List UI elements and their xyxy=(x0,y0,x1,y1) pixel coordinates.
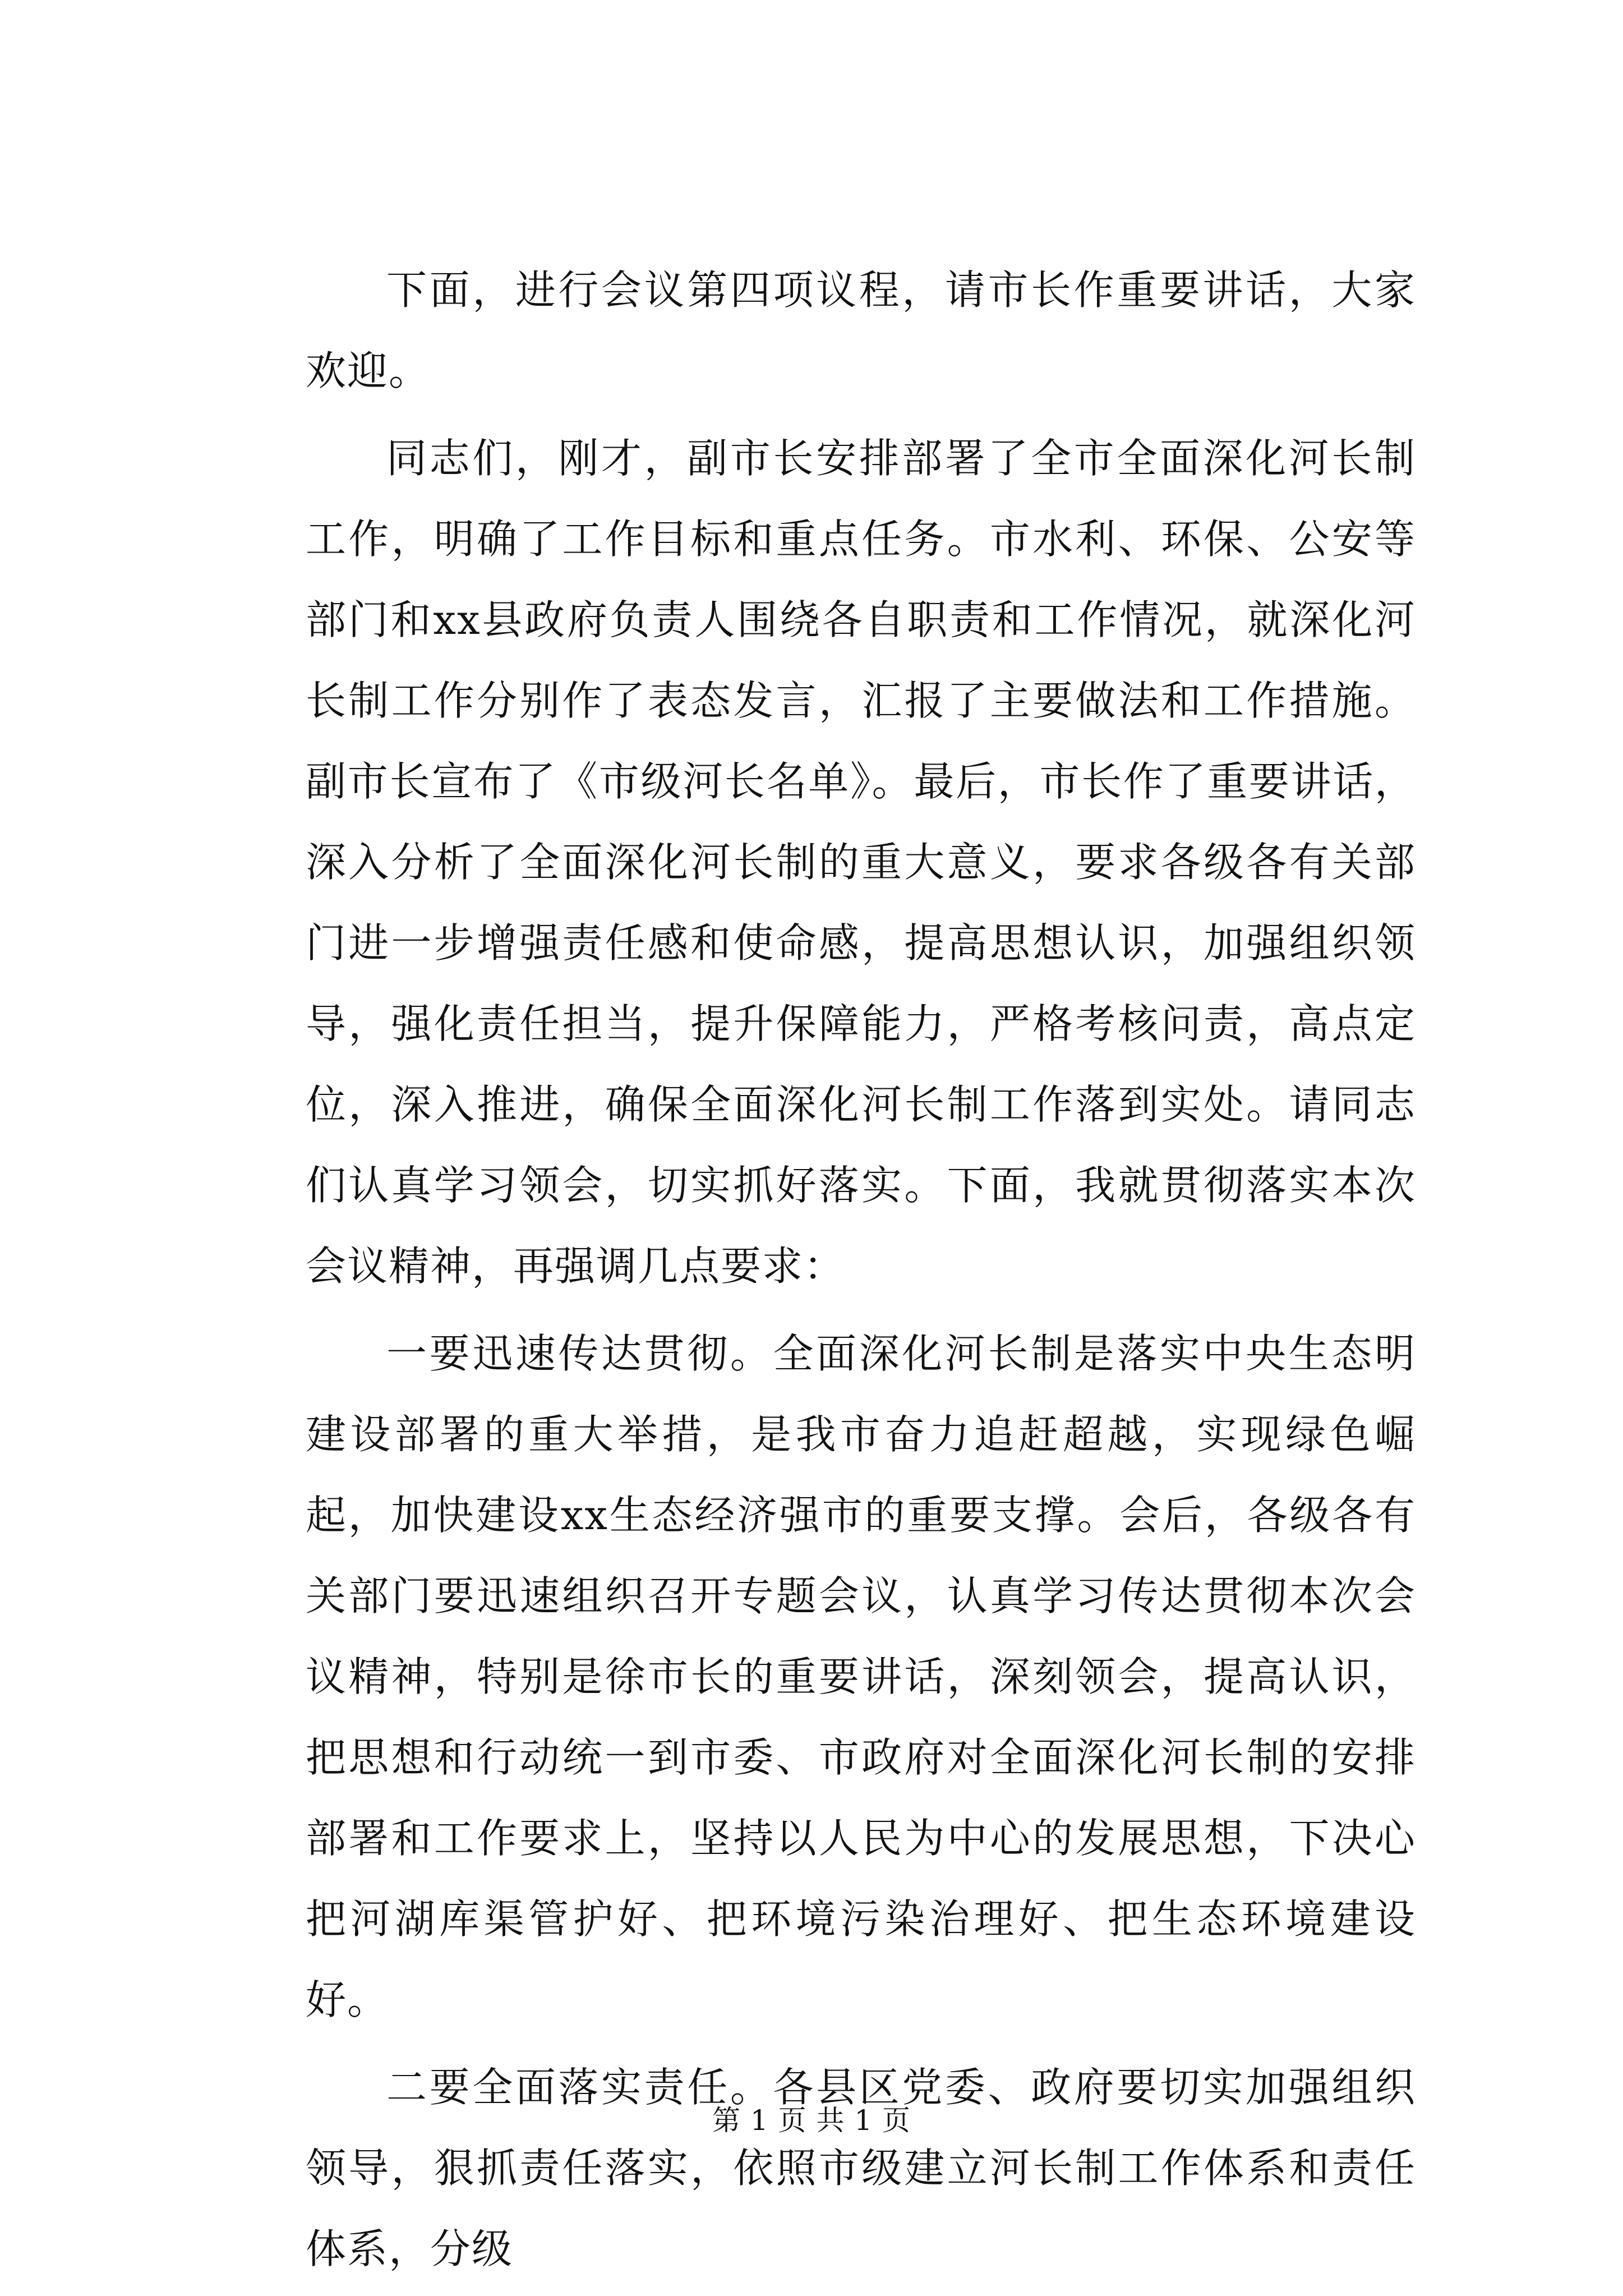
paragraph-requirement-two: 二要全面落实责任。各县区党委、政府要切实加强组织领导，狠抓责任落实，依照市级建立河长制工作体系和责任体系，分级 xyxy=(306,2064,1416,2272)
paragraph-opening: 下面，进行会议第四项议程，请市长作重要讲话，大家欢迎。 xyxy=(306,266,1416,394)
page-footer: 第 1 页 共 1 页 xyxy=(712,2104,911,2137)
document-body xyxy=(306,250,1416,2289)
paragraph-summary: 同志们，刚才，副市长安排部署了全市全面深化河长制工作，明确了工作目标和重点任务。市水利、环保、公安等部门和xx县政府负责人围绕各自职责和工作情况，就深化河长制工作分别作了表态发言，汇报了主要做法和工作措施。副市长宣布了《市级河长名单》。最后，市长作了重要讲话，深入分析了全面深化河长制的重大意义，要求各级各有关部门进一步增强责任感和使命感，提高思想认识，加强组织领导，强化责任担当，提升保障能力，严格考核问责，高点定位，深入推进，确保全面深化河长制工作落到实处。请同志们认真学习领会，切实抓好落实。下面，我就贯彻落实本次会议精神，再强调几点要求： xyxy=(306,435,1416,1290)
paragraph-requirement-one: 一要迅速传达贯彻。全面深化河长制是落实中央生态明建设部署的重大举措，是我市奋力追赶超越，实现绿色崛起，加快建设xx生态经济强市的重要支撑。会后，各级各有关部门要迅速组织召开专题会议，认真学习传达贯彻本次会议精神，特别是徐市长的重要讲话，深刻领会，提高认识，把思想和行动统一到市委、市政府对全面深化河长制的安排部署和工作要求上，坚持以人民为中心的发展思想，下决心把河湖库渠管护好、把环境污染治理好、把生态环境建设好。 xyxy=(306,1330,1416,2023)
